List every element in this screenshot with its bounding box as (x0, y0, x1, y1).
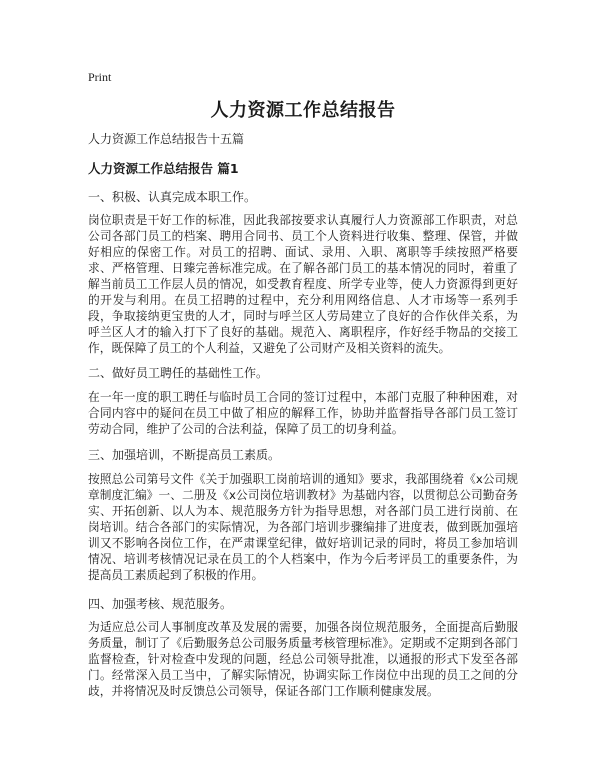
item-heading-3: 三、加强培训，不断提高员工素质。 (88, 448, 281, 462)
item-heading-2: 二、做好员工聘任的基础性工作。 (88, 366, 269, 380)
item-paragraph-2: 在一年一度的职工聘任与临时员工合同的签订过程中，本部门克服了种种困难，对合同内容中的疑问在员工中做了相应的解释工作，协助并监督指导各部门员工签订劳动合同，维护了公司的合法利益，保障了员工的切身利益。 (88, 390, 518, 436)
document-subtitle: 人力资源工作总结报告十五篇 (88, 132, 245, 146)
print-link[interactable]: Print (88, 70, 112, 84)
item-paragraph-1: 岗位职责是干好工作的标准，因此我部按要求认真履行人力资源部工作职责，对总公司各部门员工的档案、聘用合同书、员工个人资料进行收集、整理、保管，并做好相应的保密工作。对员工的招聘、面试、录用、入职、离职等手续按照严格要求、严格管理、日臻完善标准完成。在了解各部门员工的基本情况的同时，着重了解当前员工工作层人员的情况，如受教育程度、所学专业等，使人力资源得到更好的开发与利用。在员工招聘的过程中，充分利用网络信息、人才市场等一系列手段，争取接纳更宝贵的人才，同时与呼兰区人劳局建立了良好的合作伙伴关系，为呼兰区人才的输入打下了良好的基础。规范入、离职程序，作好经手物品的交接工作，既保障了员工的个人利益，又避免了公司财产及相关资料的流失。 (88, 213, 518, 355)
item-heading-4: 四、加强考核、规范服务。 (88, 597, 233, 611)
item-heading-1: 一、积极、认真完成本职工作。 (88, 190, 257, 204)
item-paragraph-4: 为适应总公司人事制度改革及发展的需要，加强各岗位规范服务，全面提高后勤服务质量，制订了《后勤服务总公司服务质量考核管理标准》。定期或不定期到各部门监督检查，针对检查中发现的问题，经总公司领导批准，以通报的形式下发至各部门。经常深入员工当中，了解实际情况，协调实际工作岗位中出现的员工之间的分歧，并将情况及时反馈总公司领导，保证各部门工作顺利健康发展。 (88, 620, 518, 698)
item-paragraph-3: 按照总公司第号文件《关于加强职工岗前培训的通知》要求，我部围绕着《x公司规章制度汇编》一、二册及《x公司岗位培训教材》为基础内容，以贯彻总公司勤奋务实、开拓创新、以人为本、规范服务方针为指导思想，对各部门员工进行岗前、在岗培训。结合各部门的实际情况，为各部门培训步骤编排了进度表，做到既加强培训又不影响各岗位工作，在严肃课堂纪律，做好培训记录的同时，将员工参加培训情况、培训考核情况记录在员工的个人档案中，作为今后考评员工的重要条件，为提高员工素质起到了积极的作用。 (88, 472, 518, 582)
section-title: 人力资源工作总结报告 篇1 (88, 161, 239, 176)
document-title: 人力资源工作总结报告 (210, 100, 396, 121)
